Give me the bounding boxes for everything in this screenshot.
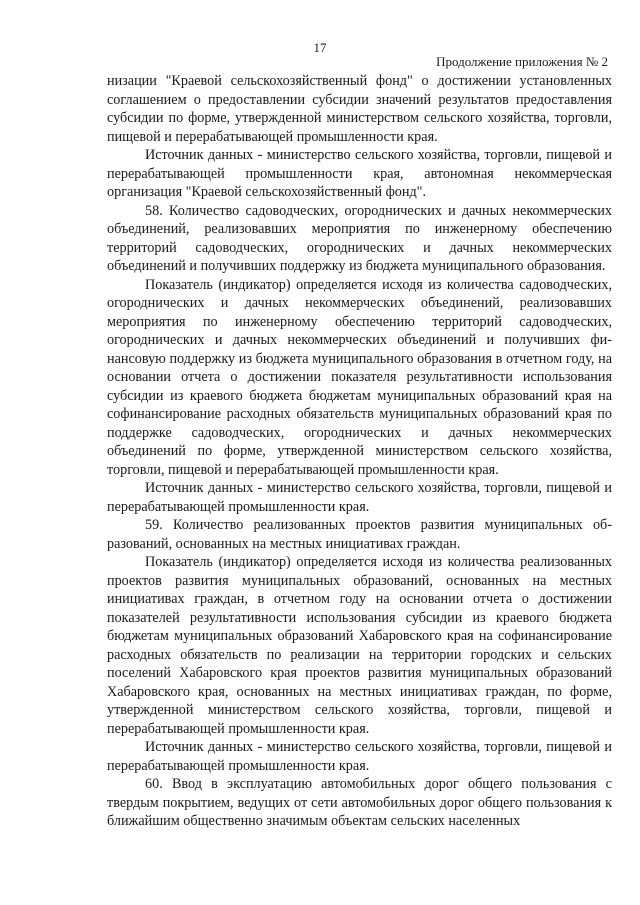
paragraph-item-59-data-source: Источник данных - министерство сельского хозяйства, торговли, пищевой и перерабатывающей промышленности края. [107, 739, 612, 774]
paragraph-item-58-title: 58. Количество садоводческих, огороднических и дачных некоммерческих объединений, реализовавших мероприятия по инженерному обеспечению территорий садоводческих, огороднических и дачных некоммерческих объединений и получивших поддержку из бюджета муниципального образования. [107, 202, 612, 274]
appendix-continuation-note: Продолжение приложения № 2 [436, 54, 608, 69]
document-body [107, 72, 612, 831]
paragraph-data-source-fund: Источник данных - министерство сельского хозяйства, торговли, пищевой и перерабатывающей промышленности края, автономная некоммерческая организация "Краевой сельскохозяйственный фонд". [107, 147, 612, 200]
paragraph-item-58-indicator: Показатель (индикатор) определяется исходя из количества садоводческих, огороднических и дачных некоммерческих объединений, реализовавших мероприятия по инженерному обеспечению территорий садоводческих, огороднических и дачных некоммерческих объединений и получивших финансовую поддержку из бюджета муниципального образования в отчетном году, на основании отчета о достижении показателя результативности использования субсидии из краевого бюджета бюджетам муниципальных образований края на софинансирование расходных обязательств муниципальных образований края по поддержке садоводческих, огороднических и дачных некоммерческих объединений по форме, утвержденной министерством сельского хозяйства, торговли, пищевой и перерабатывающей промышленности края. [107, 276, 612, 478]
paragraph-item-59-indicator: Показатель (индикатор) определяется исходя из количества реализованных проектов развития муниципальных образований, основанных на местных инициативах граждан, в отчетном году на основании отчета о достижении показателей результативности использования субсидии из краевого бюджета бюджетам муниципальных образований Хабаровского края на софинансирование расходных обязательств по реализации на территории городских и сельских поселений Хабаровского края проектов развития муниципальных образований Хабаровского края, основанных на местных инициативах граждан, по форме, утвержденной министерством сельского хозяйства, торговли, пищевой и перерабатывающей промышленности края. [107, 554, 612, 737]
paragraph-item-60-title: 60. Ввод в эксплуатацию автомобильных дорог общего пользования с твердым покрытием, ведущих от сети автомобильных дорог общего пользования к ближайшим общественно значимым объектам сельских населенных [107, 776, 612, 829]
paragraph-item-58-data-source: Источник данных - министерство сельского хозяйства, торговли, пищевой и перерабатывающей промышленности края. [107, 480, 612, 515]
paragraph-continuation: низации "Краевой сельскохозяйственный фонд" о достижении установленных соглашением о предоставлении субсидии значений результатов предоставления субсидии по форме, утвержденной министерством сельского хозяйства, торговли, пищевой и перерабатывающей промышленности края. [107, 73, 612, 145]
page-number: 17 [313, 40, 327, 55]
paragraph-item-59-title: 59. Количество реализованных проектов развития муниципальных образований, основанных на местных инициативах граждан. [107, 517, 612, 552]
